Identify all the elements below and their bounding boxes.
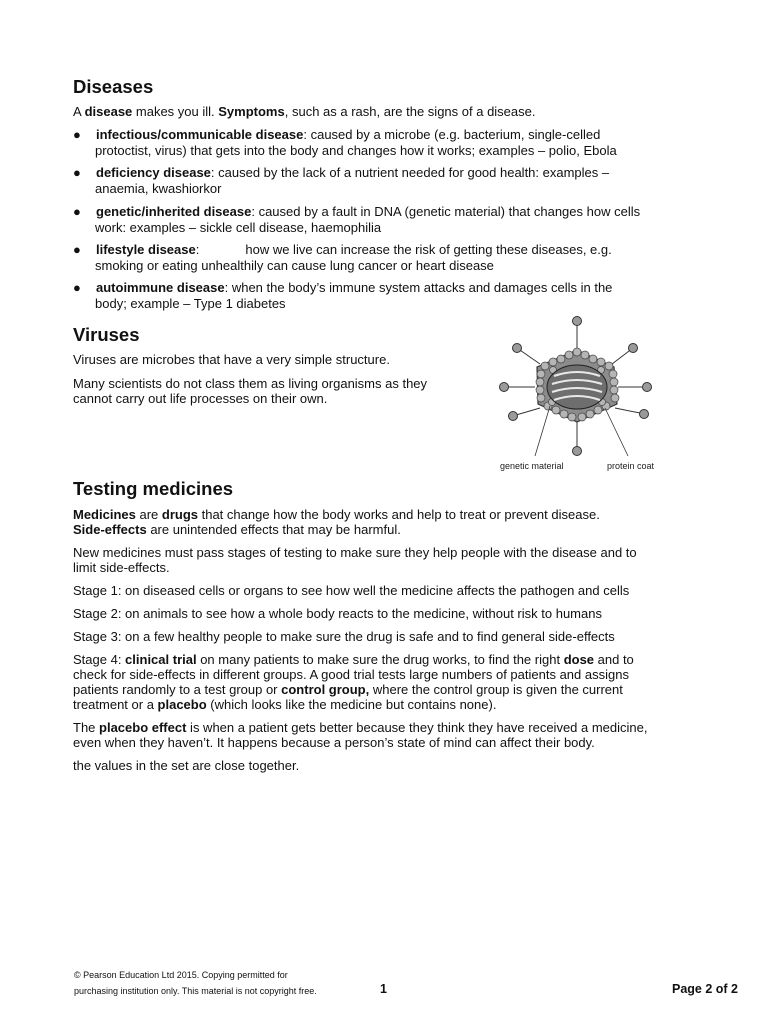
footer-copyright-line-1: © Pearson Education Ltd 2015. Copying permitted for xyxy=(74,970,288,980)
testing-paragraph-2-line-2: limit side-effects. xyxy=(73,560,170,575)
stage-4-line-1: Stage 4: clinical trial on many patients to make sure the drug works, to find the right dose and to xyxy=(73,652,634,667)
stage-3: Stage 3: on a few healthy people to make sure the drug is safe and to find general side-effects xyxy=(73,629,615,644)
virus-spike-knob xyxy=(509,412,518,421)
virus-spike-knob xyxy=(513,344,522,353)
viruses-paragraph-2-line-1: Many scientists do not class them as living organisms as they xyxy=(73,376,428,391)
bullet-icon: ● xyxy=(73,280,81,295)
virus-spike-knob xyxy=(629,344,638,353)
virus-diagram xyxy=(490,312,690,477)
bullet-icon: ● xyxy=(73,127,81,142)
virus-spike xyxy=(615,408,640,413)
diseases-intro: A disease makes you ill. Symptoms, such as a rash, are the signs of a disease. xyxy=(73,104,536,119)
bullet-icon: ● xyxy=(73,165,81,180)
footer-copyright-line-2: purchasing institution only. This material is not copyright free. xyxy=(74,986,317,996)
closing-line: the values in the set are close together. xyxy=(73,758,300,773)
stage-4-line-3: patients randomly to a test group or control group, where the control group is given the current xyxy=(73,682,623,697)
stage-2: Stage 2: on animals to see how a whole body reacts to the medicine, without risk to humans xyxy=(73,606,602,621)
placebo-line-2: even when they haven’t. It happens because a person’s state of mind can affect their body. xyxy=(73,735,595,750)
testing-paragraph-1-line-1: Medicines are drugs that change how the body works and help to treat or prevent disease. xyxy=(73,507,600,522)
stage-4-line-2: check for side-effects in different groups. A good trial tests large numbers of patients and assigns xyxy=(73,667,629,682)
page-of-indicator: Page 2 of 2 xyxy=(672,982,738,996)
virus-spike-knob xyxy=(640,410,649,419)
diseases-heading: Diseases xyxy=(73,76,154,97)
testing-paragraph-1-line-2: Side-effects are unintended effects that may be harmful. xyxy=(73,522,401,537)
bullet-icon: ● xyxy=(73,242,81,257)
stage-4-line-4: treatment or a placebo (which looks like the medicine but contains none). xyxy=(73,697,497,712)
virus-spike-knob xyxy=(573,447,582,456)
virus-spike xyxy=(516,408,540,415)
label-protein-coat: protein coat xyxy=(607,461,655,471)
viruses-heading: Viruses xyxy=(73,324,140,345)
worksheet-page: Diseases A disease makes you ill. Symptoms, such as a rash, are the signs of a disease. ● infectious/communicable disease: caused by a microbe (e.g. bacterium, single-celled protoctist, virus) that gets into the body and changes how it works; examples – polio, Ebola ● deficiency disease: caused by the lack of a nutrient needed for good health: examples – anaemia, kwashiorkor ● genetic/inherited disease: caused by a fault in DNA (genetic material) that changes how cells work: examples – sickle cell disease, haemophilia ● lifestyle disease: how we live can increase the risk of getting these diseases, e.g. smoking or eating unhealthily can cause lung cancer or heart disease ● autoimmune disease: when the body’s immune system attacks and damages cells in the body; example – Type 1 diabetes Viruses Viruses are microbes that have a very simple structure. Many scientists do not class them as living organisms as they cannot carry out life processes on their own. genetic material protein coat Testing medicines Medicines are drugs that change how the body works and help to treat or prevent disease. Side-effects are unintended effects that may be harmful. New medicines must pass stages of testing to make sure they help people with the disease and to limit side-effects. Stage 1: on diseased cells or organs to see how well the medicine affects the pathogen and cells Stage 2: on animals to see how a whole body reacts to the medicine, without risk to humans Stage 3: on a few healthy people to make sure the drug is safe and to find general side-effects Stage 4: clinical trial on many patients to make sure the drug works, to find the right dose and to check for side-effects in different groups. A good trial tests large numbers of patients and assigns patients randomly to a test group or control group, where the control group is given the current treatment or a placebo (which looks like the medicine but contains none). The placebo effect is when a patient gets better because they think they have received a medicine, even when they haven’t. It happens because a person’s state of mind can affect their body. the values in the set are close together. © Pearson Education Ltd 2015. Copying permitted for purchasing institution only. This material is not copyright free. 1 Page 2 of 2 xyxy=(0,0,768,1024)
testing-paragraph-2-line-1: New medicines must pass stages of testing to make sure they help people with the disease and to xyxy=(73,545,637,560)
virus-spike-knob xyxy=(500,383,509,392)
placebo-line-1: The placebo effect is when a patient gets better because they think they have received a medicine, xyxy=(73,720,648,735)
viruses-paragraph-1: Viruses are microbes that have a very simple structure. xyxy=(73,352,390,367)
testing-heading: Testing medicines xyxy=(73,478,234,499)
label-genetic-material: genetic material xyxy=(500,461,564,471)
page-number: 1 xyxy=(380,982,387,996)
viruses-paragraph-2-line-2: cannot carry out life processes on their own. xyxy=(73,391,328,406)
virus-spike-knob xyxy=(643,383,652,392)
bullet-icon: ● xyxy=(73,204,81,219)
stage-1: Stage 1: on diseased cells or organs to see how well the medicine affects the pathogen and cells xyxy=(73,583,630,598)
virus-spike-knob xyxy=(573,317,582,326)
